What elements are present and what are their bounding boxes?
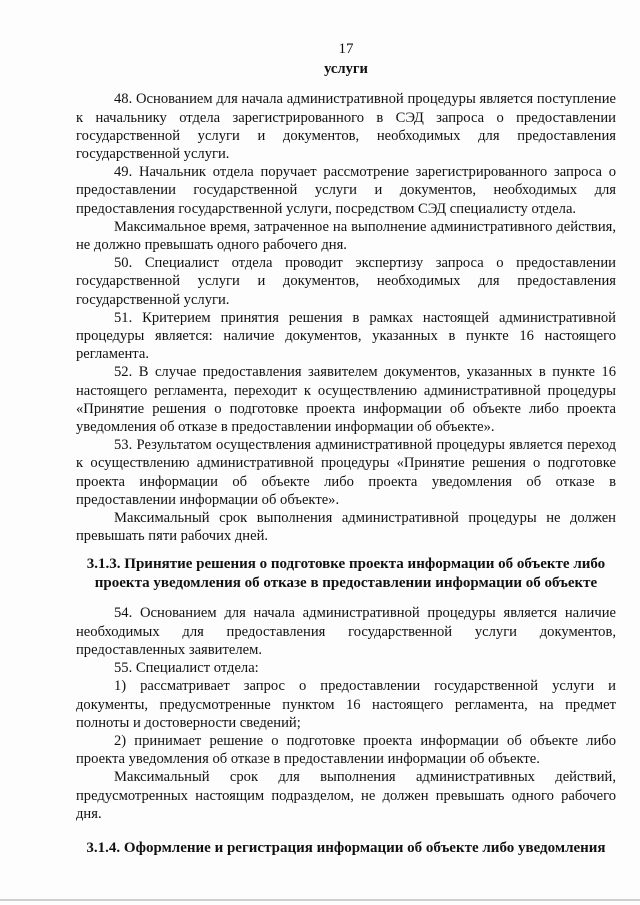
section-heading-3-1-3: 3.1.3. Принятие решения о подготовке проекта информации об объекте либо проекта уведомления об отказе в предоставлении информации об объекте bbox=[86, 556, 606, 591]
paragraph-51: 51. Критерием принятия решения в рамках настоящей административной процедуры является: наличие документов, указанных в пункте 16 настоящего регламента. bbox=[76, 309, 616, 363]
paragraph-52: 52. В случае предоставления заявителем документов, указанных в пункте 16 настоящего регламента, переходит к осуществлению административной процедуры «Принятие решения о подготовке проекта информации об объекте либо проекта уведомления об отказе в предоставлении информации об объекте». bbox=[76, 364, 616, 436]
bottom-edge-line bbox=[0, 899, 640, 901]
paragraph-55-time: Максимальный срок для выполнения административных действий, предусмотренных настоящим подразделом, не должен превышать одного рабочего дня. bbox=[76, 769, 616, 822]
paragraph-54: 54. Основанием для начала административной процедуры является наличие необходимых для предоставления государственной услуги документов, предоставленных заявителем. bbox=[76, 605, 616, 658]
page-number: 17 bbox=[338, 41, 354, 57]
paragraph-55-item-2: 2) принимает решение о подготовке проекта информации об объекте либо проекта уведомления об отказе в предоставлении информации об объекте. bbox=[76, 732, 616, 768]
paragraph-50: 50. Специалист отдела проводит экспертизу запроса о предоставлении государственной услуги и документов, необходимых для предоставления государственной услуги. bbox=[76, 255, 616, 308]
paragraph-49: 49. Начальник отдела поручает рассмотрение зарегистрированного запроса о предоставлении государственной услуги и документов, необходимых для предоставления государственной услуги, посредством СЭД специалисту отдела. bbox=[76, 164, 616, 217]
paragraph-49-time: Максимальное время, затраченное на выполнение административного действия, не должно превышать одного рабочего дня. bbox=[76, 218, 616, 254]
paragraph-53: 53. Результатом осуществления административной процедуры является переход к осуществлению административной процедуры «Принятие решения о подготовке проекта информации об объекте либо проекта уведомления об отказе в предоставлении информации об объекте». bbox=[76, 437, 616, 508]
continued-heading: услуги bbox=[324, 61, 368, 78]
paragraph-55: 55. Специалист отдела: bbox=[114, 660, 259, 677]
paragraph-48: 48. Основанием для начала административной процедуры является поступление к начальнику отдела зарегистрированного в СЭД запроса о предоставлении государственной услуги и документов, необходимых для предоставления государственной услуги. bbox=[76, 91, 616, 163]
paragraph-53-time: Максимальный срок выполнения административной процедуры не должен превышать пяти рабочих дней. bbox=[76, 510, 616, 545]
paragraph-55-item-1: 1) рассматривает запрос о предоставлении государственной услуги и документы, предусмотренные пунктом 16 настоящего регламента, на предмет полноты и достоверности сведений; bbox=[76, 678, 616, 731]
section-heading-3-1-4: 3.1.4. Оформление и регистрация информации об объекте либо уведомления bbox=[86, 839, 606, 856]
page-content bbox=[76, 40, 616, 869]
